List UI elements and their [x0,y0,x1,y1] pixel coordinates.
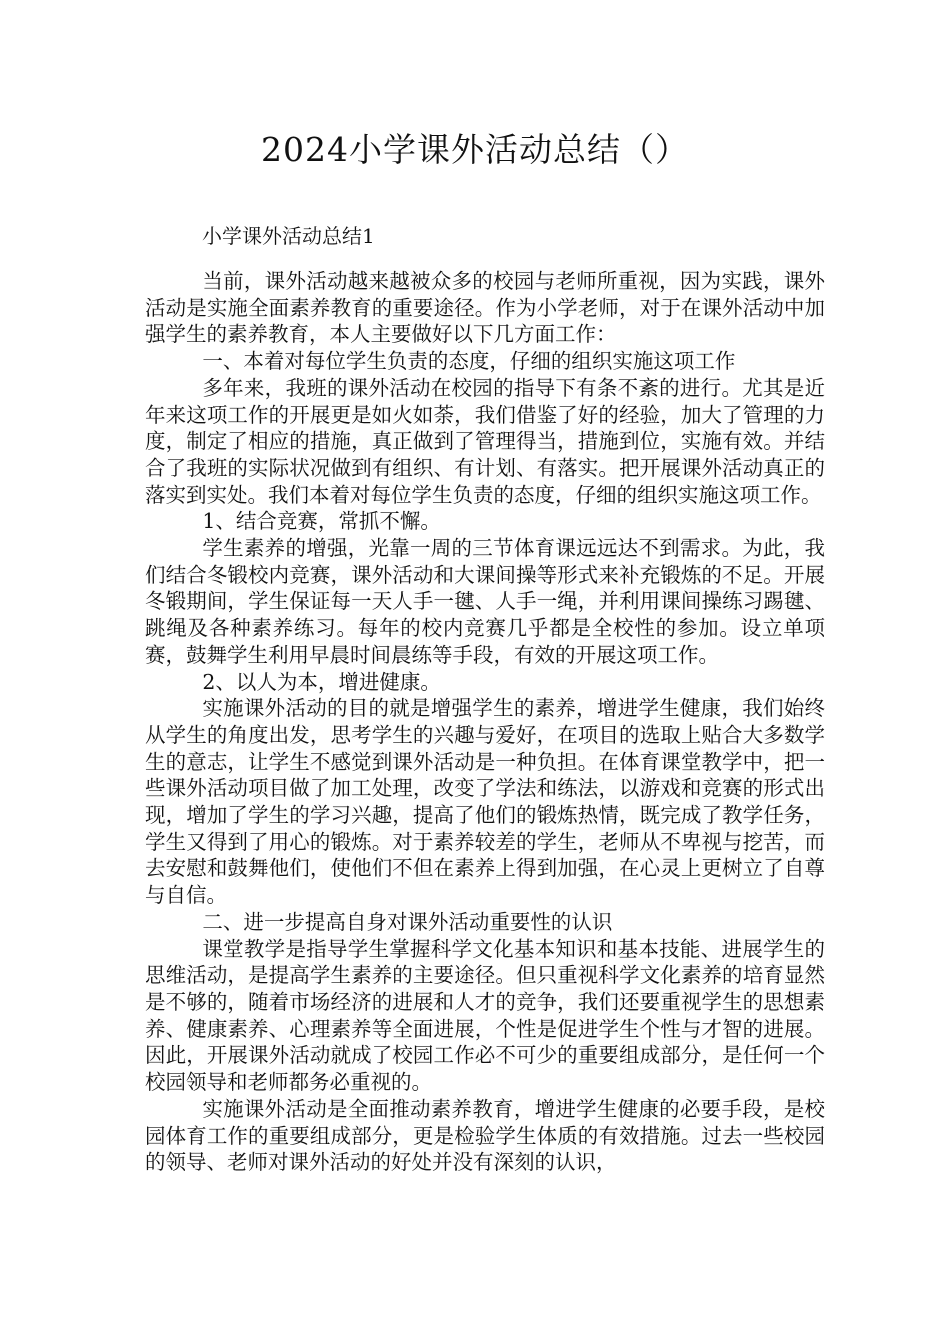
section-subtitle: 小学课外活动总结1 [202,224,375,248]
section-heading: 二、进一步提高自身对课外活动重要性的认识 [202,909,613,934]
section-heading: 一、本着对每位学生负责的态度，仔细的组织实施这项工作 [202,349,736,374]
subsection-heading: 2、以人为本，增进健康。 [202,669,441,694]
subsection-heading: 1、结合竞赛，常抓不懈。 [202,509,441,534]
body-paragraph: 多年来，我班的课外活动在校园的指导下有条不紊的进行。尤其是近年来这项工作的开展更是如火如荼，我们借鉴了好的经验，加大了管理的力度，制定了相应的措施，真正做到了管理得当，措施到位，实施有效。并结合了我班的实际状况做到有组织、有计划、有落实。把开展课外活动真正的落实到实处。我们本着对每位学生负责的态度，仔细的组织实施这项工作。 [145,375,825,507]
body-paragraph: 学生素养的增强，光靠一周的三节体育课远远达不到需求。为此，我们结合冬锻校内竞赛，课外活动和大课间操等形式来补充锻炼的不足。开展冬锻期间，学生保证每一天人手一毽、人手一绳，并利用课间操练习踢毽、跳绳及各种素养练习。每年的校内竞赛几乎都是全校性的参加。设立单项赛，鼓舞学生利用早晨时间晨练等手段，有效的开展这项工作。 [145,536,825,667]
body-paragraph: 课堂教学是指导学生掌握科学文化基本知识和基本技能、进展学生的思维活动，是提高学生素养的主要途径。但只重视科学文化素养的培育显然是不够的，随着市场经济的进展和人才的竞争，我们还要重视学生的思想素养、健康素养、心理素养等全面进展，个性是促进学生个性与才智的进展。因此，开展课外活动就成了校园工作必不可少的重要组成部分，是任何一个校园领导和老师都务必重视的。 [145,936,825,1095]
document-title: 2024小学课外活动总结（） [261,130,689,169]
body-paragraph: 实施课外活动的目的就是增强学生的素养，增进学生健康，我们始终从学生的角度出发，思考学生的兴趣与爱好，在项目的选取上贴合大多数学生的意志，让学生不感觉到课外活动是一种负担。在体育课堂教学中，把一些课外活动项目做了加工处理，改变了学法和练法，以游戏和竞赛的形式出现，增加了学生的学习兴趣，提高了他们的锻炼热情，既完成了教学任务，学生又得到了用心的锻炼。对于素养较差的学生，老师从不卑视与挖苦，而去安慰和鼓舞他们，使他们不但在素养上得到加强，在心灵上更树立了自尊与自信。 [145,696,825,908]
body-paragraph: 实施课外活动是全面推动素养教育，增进学生健康的必要手段，是校园体育工作的重要组成部分，更是检验学生体质的有效措施。过去一些校园的领导、老师对课外活动的好处并没有深刻的认识， [145,1096,825,1175]
body-paragraph: 当前，课外活动越来越被众多的校园与老师所重视，因为实践，课外活动是实施全面素养教育的重要途径。作为小学老师，对于在课外活动中加强学生的素养教育，本人主要做好以下几方面工作： [145,269,825,347]
document-body [145,268,825,1176]
